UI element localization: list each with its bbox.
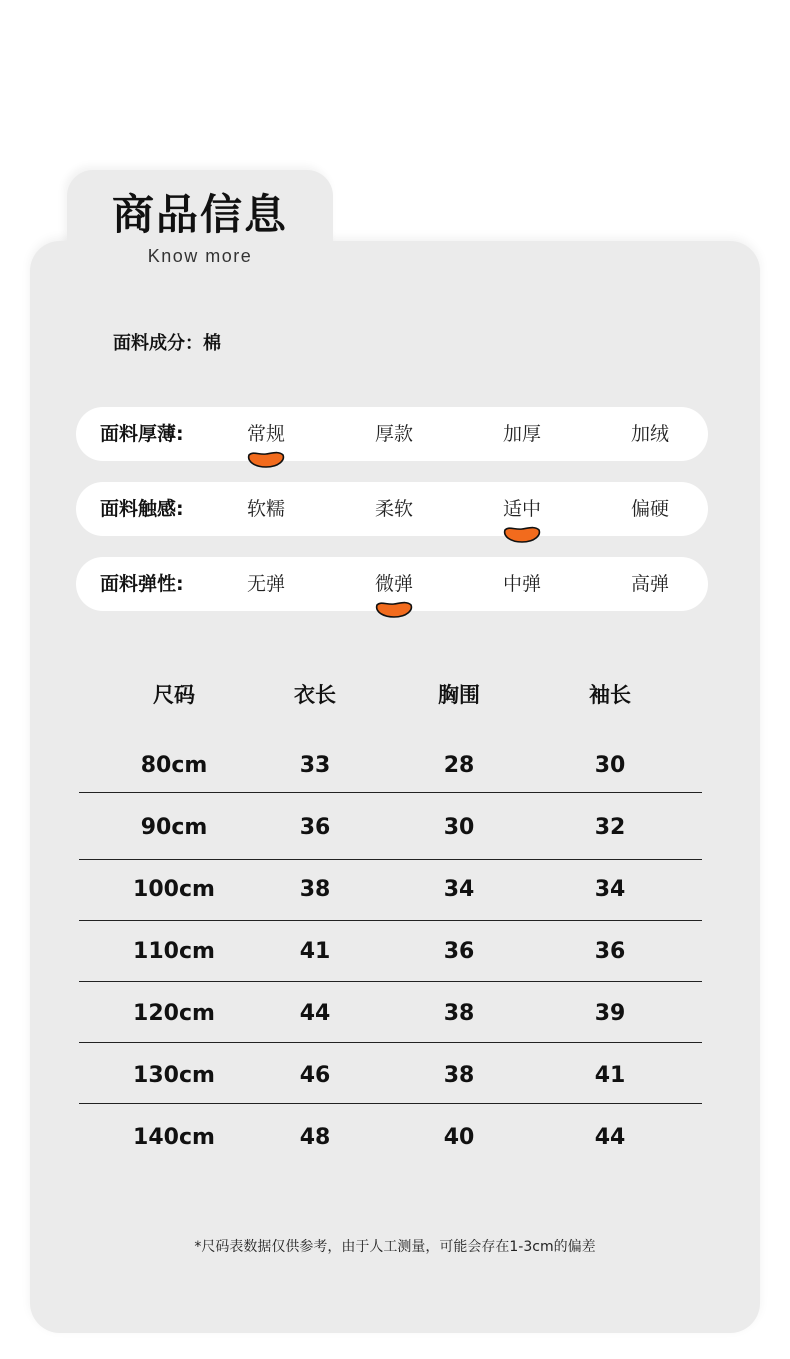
attribute-option: 柔软 <box>374 498 413 520</box>
table-cell: 80cm <box>140 753 208 778</box>
table-header-cell: 衣长 <box>294 683 336 707</box>
attribute-option: 高弹 <box>630 573 669 595</box>
table-cell: 32 <box>594 815 626 840</box>
attribute-label: 面料弹性: <box>100 573 184 595</box>
table-cell: 30 <box>594 753 626 778</box>
page-subtitle: Know more <box>147 246 253 266</box>
row-divider <box>79 792 702 793</box>
table-cell: 39 <box>594 1001 626 1026</box>
row-divider <box>79 1042 702 1043</box>
selected-marker-icon <box>503 526 541 544</box>
info-card <box>30 241 760 1333</box>
table-cell: 140cm <box>133 1125 215 1150</box>
table-cell: 34 <box>443 877 475 902</box>
attribute-option: 适中 <box>502 498 541 520</box>
table-cell: 34 <box>594 877 626 902</box>
attribute-row <box>76 407 708 461</box>
table-cell: 41 <box>594 1063 626 1088</box>
attribute-option: 加厚 <box>502 423 541 445</box>
table-cell: 41 <box>299 939 331 964</box>
attribute-option: 偏硬 <box>630 498 669 520</box>
table-cell: 36 <box>443 939 475 964</box>
attribute-option: 加绒 <box>630 423 669 445</box>
selected-marker-icon <box>247 451 285 469</box>
attribute-option: 软糯 <box>246 498 285 520</box>
table-cell: 110cm <box>133 939 215 964</box>
table-cell: 90cm <box>140 815 208 840</box>
attribute-option: 厚款 <box>374 423 413 445</box>
row-divider <box>79 920 702 921</box>
attribute-option: 常规 <box>246 423 285 445</box>
table-cell: 44 <box>299 1001 331 1026</box>
table-cell: 46 <box>299 1063 331 1088</box>
attribute-option: 中弹 <box>502 573 541 595</box>
row-divider <box>79 981 702 982</box>
table-cell: 38 <box>299 877 331 902</box>
attribute-option: 微弹 <box>374 573 413 595</box>
table-header-cell: 袖长 <box>589 683 631 707</box>
fabric-composition: 面料成分：棉 <box>113 333 221 354</box>
table-cell: 44 <box>594 1125 626 1150</box>
table-cell: 38 <box>443 1001 475 1026</box>
table-cell: 33 <box>299 753 331 778</box>
table-cell: 40 <box>443 1125 475 1150</box>
attribute-label: 面料厚薄: <box>100 423 184 445</box>
table-cell: 48 <box>299 1125 331 1150</box>
selected-marker-icon <box>375 601 413 619</box>
table-cell: 28 <box>443 753 475 778</box>
page-title: 商品信息 <box>111 190 288 239</box>
table-cell: 120cm <box>133 1001 215 1026</box>
table-cell: 100cm <box>133 877 215 902</box>
table-header-cell: 尺码 <box>153 683 195 707</box>
table-cell: 36 <box>299 815 331 840</box>
attribute-label: 面料触感: <box>100 498 184 520</box>
table-cell: 130cm <box>133 1063 215 1088</box>
size-footnote: *尺码表数据仅供参考，由于人工测量，可能会存在1-3cm的偏差 <box>194 1239 596 1255</box>
attribute-row <box>76 482 708 536</box>
table-header-cell: 胸围 <box>438 683 480 707</box>
table-cell: 38 <box>443 1063 475 1088</box>
row-divider <box>79 1103 702 1104</box>
table-cell: 30 <box>443 815 475 840</box>
row-divider <box>79 859 702 860</box>
attribute-option: 无弹 <box>246 573 285 595</box>
table-cell: 36 <box>594 939 626 964</box>
